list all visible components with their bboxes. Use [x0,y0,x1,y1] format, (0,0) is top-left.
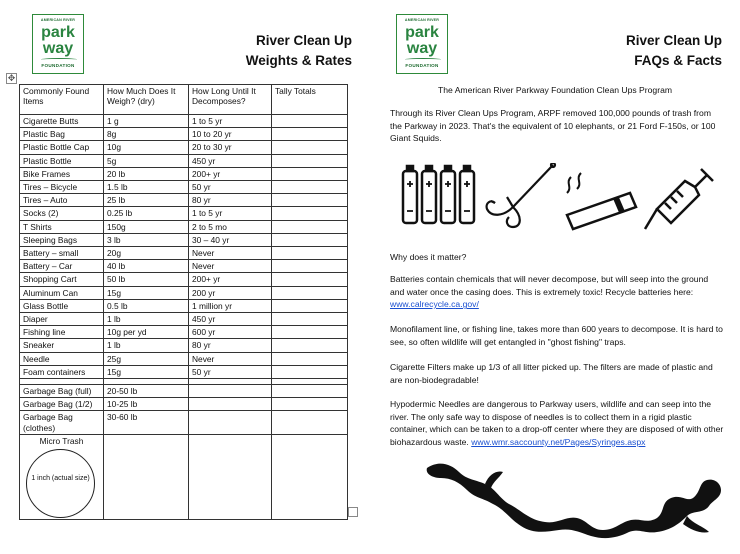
table-cell[interactable] [104,434,189,519]
table-row [20,128,348,141]
table-cell[interactable]: 50 yr [189,365,272,378]
table-cell[interactable] [272,181,348,194]
american-river-map-silhouette [425,458,725,542]
table-cell[interactable]: Never [189,352,272,365]
table-cell[interactable]: 150g [104,220,189,233]
table-cell[interactable] [272,385,348,398]
table-cell[interactable]: 200 yr [189,286,272,299]
table-row [20,398,348,411]
table-cell[interactable]: Garbage Bag (full) [20,385,104,398]
column-header: Tally Totals [272,85,348,115]
table-cell[interactable]: Socks (2) [20,207,104,220]
table-cell[interactable]: 200+ yr [189,167,272,180]
table-cell[interactable]: 20g [104,247,189,260]
title-line-1: River Clean Up [625,33,722,48]
table-row [20,167,348,180]
table-cell[interactable]: 600 yr [189,326,272,339]
table-cell[interactable]: Sleeping Bags [20,233,104,246]
table-cell[interactable] [272,194,348,207]
batteries-icon [403,166,474,223]
table-cell[interactable] [272,365,348,378]
table-cell[interactable]: 10g [104,141,189,154]
table-row [20,339,348,352]
needles-text: Hypodermic Needles are dangerous to Parkway users, wildlife and can seep into the river. The only safe way to dispose of needles is to collect them in a rigid plastic container, which can be taken to a drop-off center where they are disposed of with other biohazardous waste. [390,399,724,447]
table-cell[interactable]: Foam containers [20,365,104,378]
table-cell[interactable]: 1.5 lb [104,181,189,194]
table-cell[interactable] [189,434,272,519]
why-heading: Why does it matter? [390,252,467,262]
table-cell[interactable]: 10-25 lb [104,398,189,411]
batteries-paragraph [390,273,724,311]
micro-trash-cell[interactable] [20,434,104,519]
table-cell[interactable]: 3 lb [104,233,189,246]
table-cell[interactable] [272,260,348,273]
parkway-foundation-logo: AMERICAN RIVER park way FOUNDATION [396,14,448,74]
table-cell[interactable] [189,411,272,434]
table-cell[interactable]: Garbage Bag (1/2) [20,398,104,411]
table-cell[interactable] [272,299,348,312]
table-cell[interactable]: 0.5 lb [104,299,189,312]
table-row [20,247,348,260]
table-cell[interactable]: 20-50 lb [104,385,189,398]
table-cell[interactable]: 1 million yr [189,299,272,312]
table-row [20,286,348,299]
title-line-1: River Clean Up [255,33,352,48]
table-cell[interactable]: Plastic Bottle Cap [20,141,104,154]
calrecycle-link[interactable]: www.calrecycle.ca.gov/ [390,299,479,310]
table-cell[interactable]: Garbage Bag (clothes) [20,411,104,434]
table-row [20,385,348,398]
table-cell[interactable]: T Shirts [20,220,104,233]
column-header: How Long Until It Decomposes? [189,85,272,115]
fishing-hook-icon [487,163,555,227]
table-cell[interactable]: 5g [104,154,189,167]
table-row [20,273,348,286]
one-inch-circle [26,449,95,518]
page-title [570,31,722,71]
table-cell[interactable] [272,167,348,180]
table-cell[interactable]: 25 lb [104,194,189,207]
table-cell[interactable] [272,247,348,260]
table-row [20,154,348,167]
table-cell[interactable] [272,286,348,299]
table-row [20,115,348,128]
table-cell[interactable] [272,326,348,339]
table-row [20,365,348,378]
table-cell[interactable]: Glass Bottle [20,299,104,312]
table-cell[interactable]: 15g [104,286,189,299]
table-cell[interactable]: 10g per yd [104,326,189,339]
table-cell[interactable]: Diaper [20,313,104,326]
table-cell[interactable]: 30-60 lb [104,411,189,434]
table-cell[interactable]: Never [189,260,272,273]
table-cell[interactable]: 1 to 5 yr [189,115,272,128]
table-cell[interactable] [272,141,348,154]
table-cell[interactable]: 1 lb [104,313,189,326]
table-cell[interactable] [272,339,348,352]
parkway-foundation-logo: AMERICAN RIVER park way FOUNDATION [32,14,84,74]
table-row [20,220,348,233]
table-cell[interactable]: 1 lb [104,339,189,352]
table-cell[interactable]: Never [189,247,272,260]
table-cell[interactable]: 20 to 30 yr [189,141,272,154]
table-cell[interactable]: 10 to 20 yr [189,128,272,141]
table-cell[interactable]: Plastic Bottle [20,154,104,167]
table-cell[interactable]: 20 lb [104,167,189,180]
syringes-link[interactable]: www.wmr.saccounty.net/Pages/Syringes.aspx [471,436,646,447]
column-header: How Much Does It Weigh? (dry) [104,85,189,115]
fishing-line-paragraph: Monofilament line, or fishing line, takes more than 600 years to decompose. It is hard to see, so often wildlife will get entangled in "ghost fishing" traps. [390,324,723,347]
table-header-row [20,85,348,115]
cigarette-icon [567,173,636,229]
table-cell[interactable]: 80 yr [189,194,272,207]
table-cell[interactable] [272,115,348,128]
needles-paragraph [390,398,724,448]
table-row [20,260,348,273]
micro-trash-label: Micro Trash [39,435,84,446]
table-cell[interactable]: 8g [104,128,189,141]
table-cell[interactable]: Aluminum Can [20,286,104,299]
table-cell[interactable]: 450 yr [189,154,272,167]
table-cell[interactable] [272,398,348,411]
table-cell[interactable]: 40 lb [104,260,189,273]
table-cell[interactable] [272,220,348,233]
table-cell[interactable]: Sneaker [20,339,104,352]
cigarette-paragraph: Cigarette Filters make up 1/3 of all litter picked up. The filters are made of plastic and are non-biodegradable! [390,362,713,385]
table-cell[interactable]: Needle [20,352,104,365]
table-cell[interactable]: 80 yr [189,339,272,352]
table-cell[interactable]: Tires – Auto [20,194,104,207]
table-cell[interactable] [272,233,348,246]
table-row [20,207,348,220]
table-cell[interactable]: Fishing line [20,326,104,339]
table-cell[interactable]: Tires – Bicycle [20,181,104,194]
table-cell[interactable]: 1 g [104,115,189,128]
table-resize-handle[interactable] [348,507,358,517]
table-cell[interactable]: 50 lb [104,273,189,286]
table-cell[interactable] [272,128,348,141]
table-cell[interactable]: 0.25 lb [104,207,189,220]
circle-caption: 1 inch (actual size) [31,475,90,483]
table-row [20,313,348,326]
litter-icons [395,163,720,233]
table-cell[interactable] [272,434,348,519]
intro-paragraph: Through its River Clean Ups Program, ARPF removed 100,000 pounds of trash from the Parkway in 2023. That's the equivalent of 10 elephants, or 21 Ford F-150s, or 100 Giant Squids. [390,108,716,144]
table-cell[interactable]: 30 – 40 yr [189,233,272,246]
micro-trash-row [20,434,348,519]
table-row [20,233,348,246]
table-row [20,194,348,207]
table-cell[interactable] [272,154,348,167]
table-cell[interactable]: Battery – Car [20,260,104,273]
table-cell[interactable]: Shopping Cart [20,273,104,286]
table-cell[interactable]: Cigarette Butts [20,115,104,128]
title-line-2: Weights & Rates [245,53,352,68]
syringe-icon [645,169,713,229]
table-cell[interactable]: 2 to 5 mo [189,220,272,233]
table-cell[interactable] [189,385,272,398]
table-cell[interactable]: 1 to 5 yr [189,207,272,220]
table-cell[interactable]: 450 yr [189,313,272,326]
table-move-handle-icon[interactable]: ✥ [7,73,16,83]
table-cell[interactable] [272,352,348,365]
table-cell[interactable] [272,273,348,286]
table-row [20,141,348,154]
table-row [20,411,348,434]
program-subtitle: The American River Parkway Foundation Clean Ups Program [437,85,673,95]
table-cell[interactable]: Plastic Bag [20,128,104,141]
table-cell[interactable] [189,398,272,411]
table-cell[interactable]: 200+ yr [189,273,272,286]
table-row [20,299,348,312]
page-title [200,31,352,71]
table-row [20,352,348,365]
table-row [20,326,348,339]
table-cell[interactable]: Battery – small [20,247,104,260]
table-row [20,181,348,194]
table-cell[interactable] [272,313,348,326]
weights-rates-table [19,84,348,520]
table-cell[interactable]: Bike Frames [20,167,104,180]
table-cell[interactable]: 50 yr [189,181,272,194]
title-line-2: FAQs & Facts [634,53,722,68]
column-header: Commonly Found Items [20,85,104,115]
table-cell[interactable]: 15g [104,365,189,378]
table-cell[interactable] [272,411,348,434]
table-cell[interactable]: 25g [104,352,189,365]
table-cell[interactable] [272,207,348,220]
batteries-text: Batteries contain chemicals that will never decompose, but will seep into the ground and water once the casing does. This is extremely toxic! Recycle batteries here: [390,274,709,297]
